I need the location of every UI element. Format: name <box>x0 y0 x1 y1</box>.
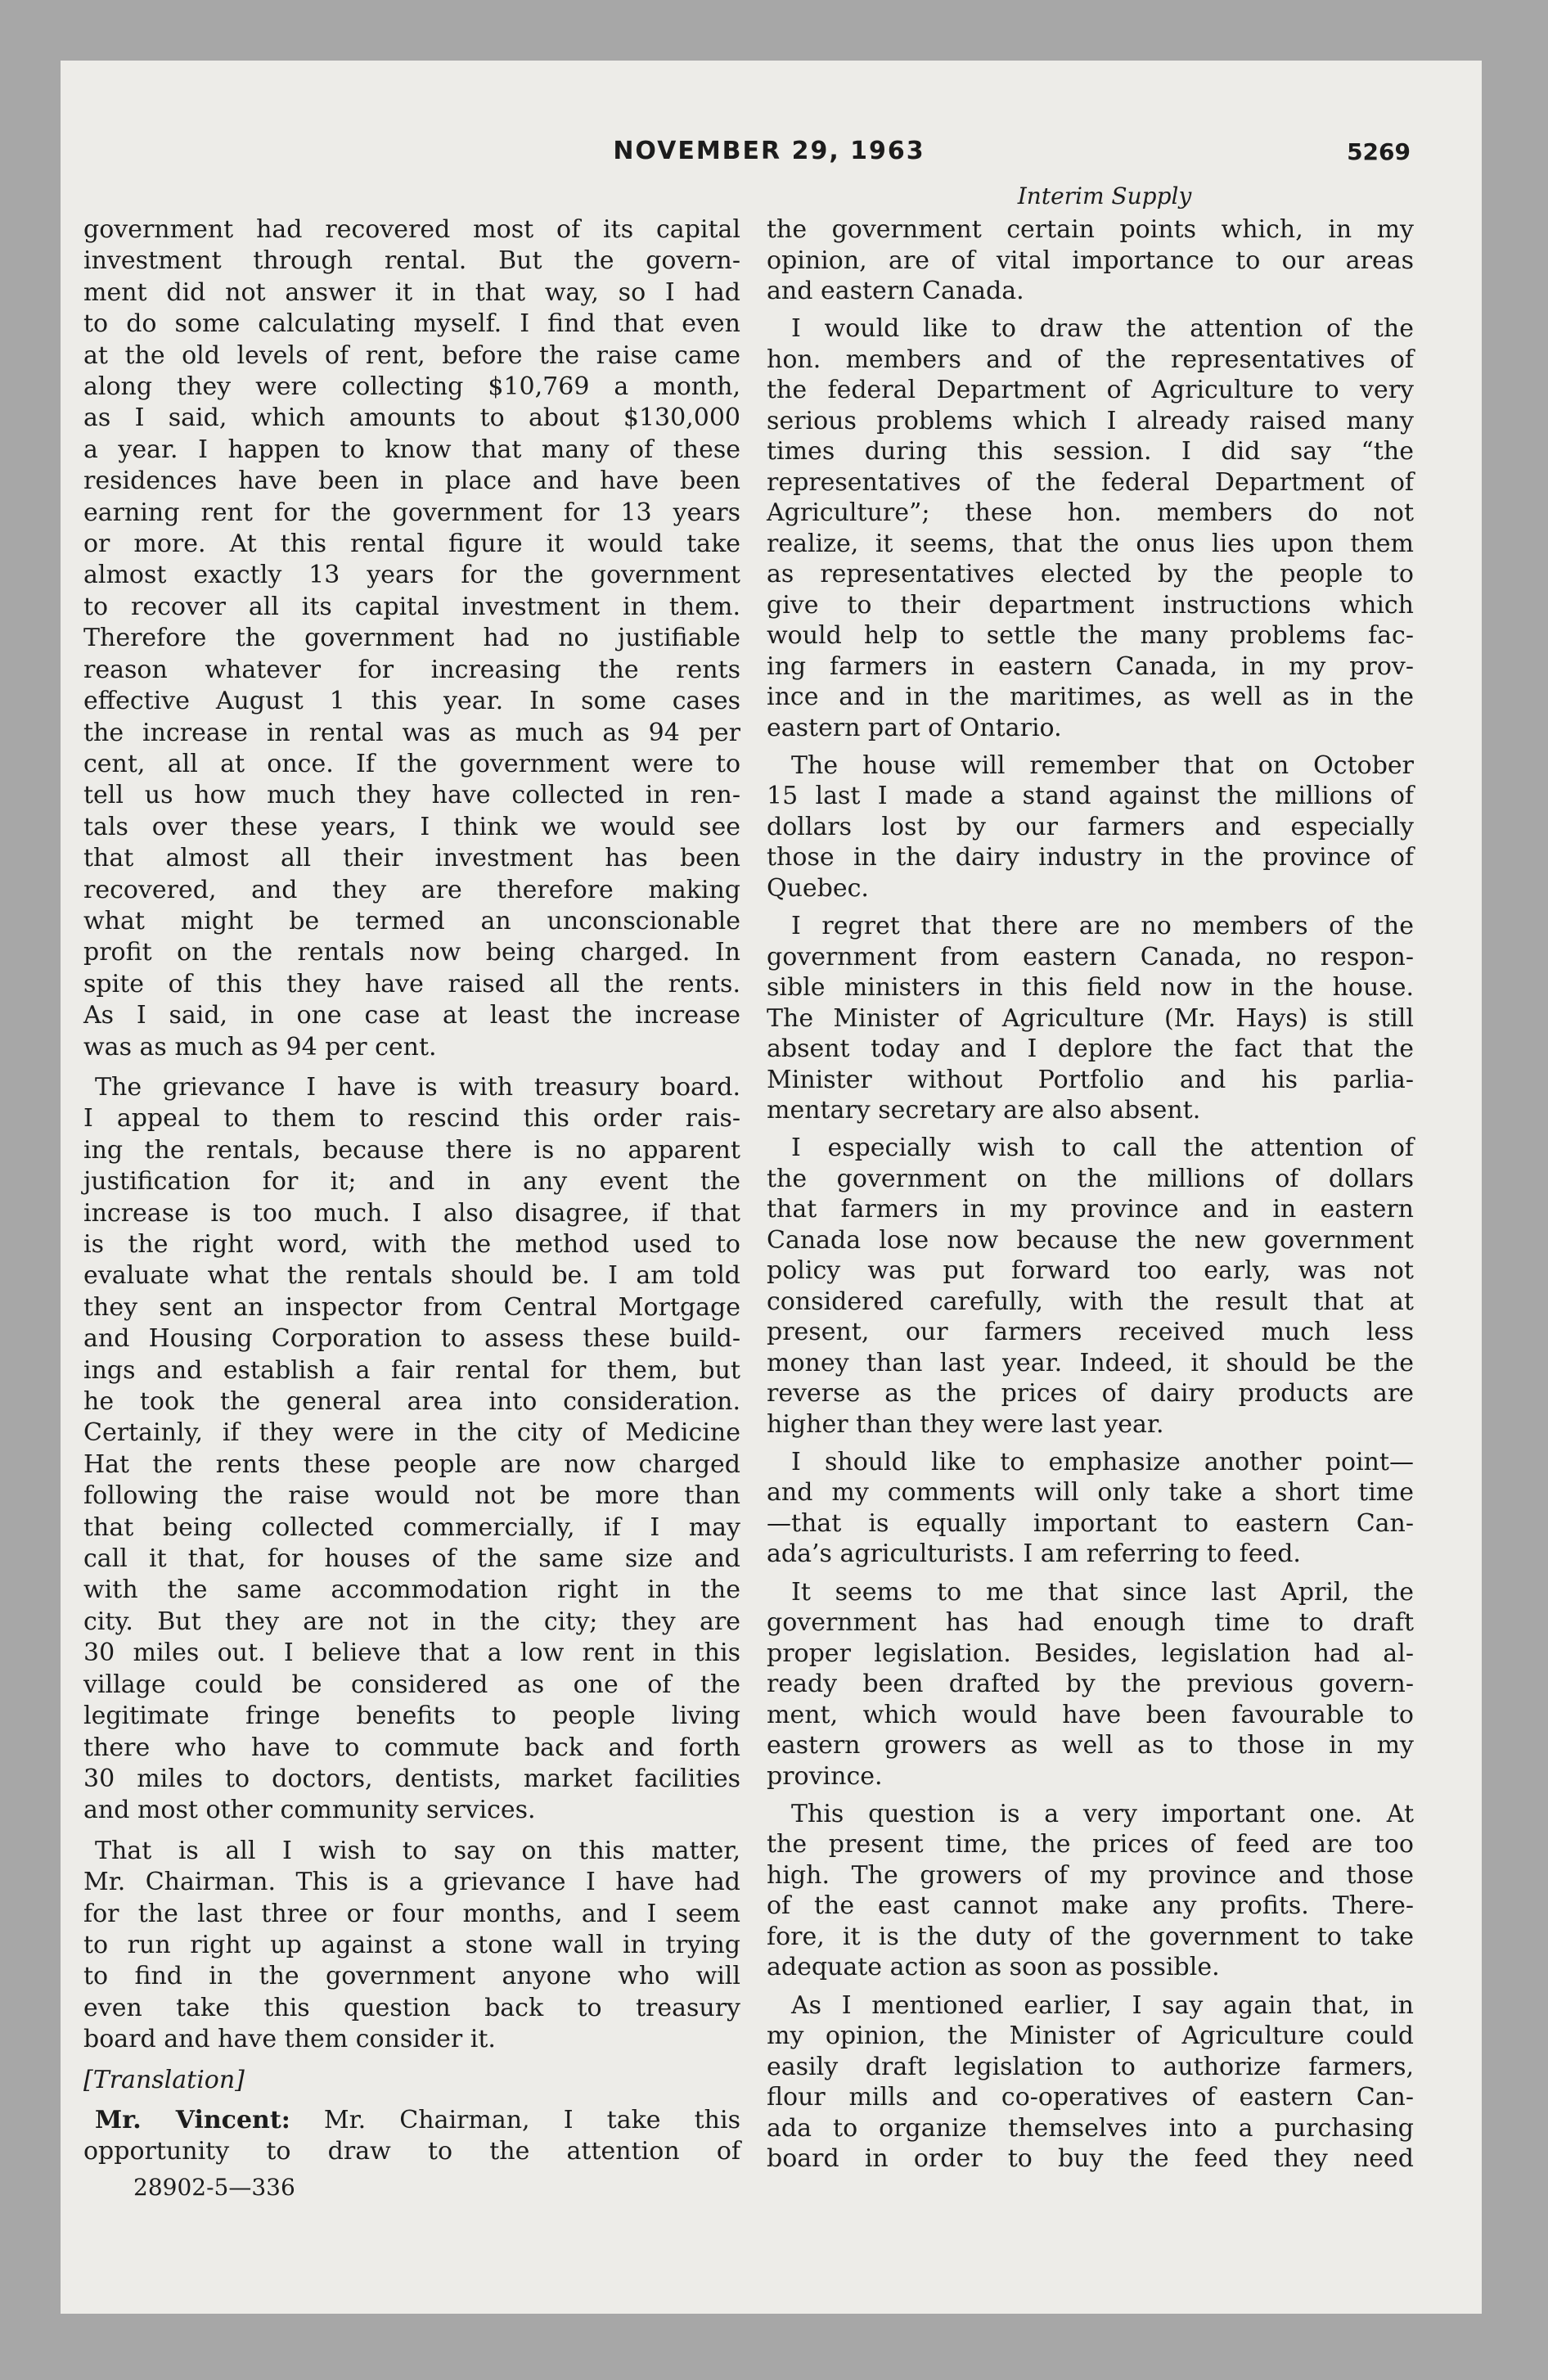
text-line: government from eastern Canada, no respon- <box>767 942 1414 971</box>
text-line: adequate action as soon as possible. <box>767 1953 1220 1982</box>
text-line: province. <box>767 1761 883 1791</box>
text-line: there who have to commute back and forth <box>83 1733 740 1762</box>
text-line: This question is a very important one. At <box>791 1799 1414 1828</box>
text-line: As I said, in one case at least the increase <box>83 1001 740 1030</box>
text-line: along they were collecting $10,769 a month, <box>83 372 740 402</box>
text-line: The house will remember that on October <box>791 751 1414 780</box>
text-line: serious problems which I already raised many <box>767 406 1414 435</box>
text-line: The Minister of Agriculture (Mr. Hays) is still <box>767 1003 1414 1033</box>
text-line: a year. I happen to know that many of these <box>83 435 740 464</box>
text-line: effective August 1 this year. In some cases <box>83 687 740 716</box>
text-line: to recover all its capital investment in them. <box>83 592 740 621</box>
paragraph <box>767 911 1414 1126</box>
text-line: city. But they are not in the city; they are <box>83 1607 740 1636</box>
right-column <box>767 214 1414 2175</box>
text-line: representatives of the federal Department of <box>767 467 1414 497</box>
text-line: board in order to buy the feed they need <box>767 2144 1414 2173</box>
paragraph <box>767 1799 1414 1983</box>
text-line: spite of this they have raised all the rents. <box>83 969 740 998</box>
text-line: give to their department instructions which <box>767 590 1414 620</box>
text-line: mentary secretary are also absent. <box>767 1096 1201 1125</box>
text-line: government has had enough time to draft <box>767 1608 1414 1638</box>
text-line: they sent an inspector from Central Mortgage <box>83 1292 740 1322</box>
paragraph <box>767 214 1414 307</box>
paragraph <box>767 751 1414 904</box>
text-line: Minister without Portfolio and his parlia- <box>767 1065 1414 1094</box>
text-line: absent today and I deplore the fact that the <box>767 1034 1414 1064</box>
text-line: flour mills and co-operatives of eastern Can- <box>767 2083 1414 2112</box>
text-line: the increase in rental was as much as 94 per <box>83 718 740 747</box>
text-line-content: Mr. Chairman, I take this <box>323 2105 740 2134</box>
printer-signature-code: 28902-5—336 <box>133 2174 295 2201</box>
speaker-paragraph <box>83 2105 740 2168</box>
text-line: with the same accommodation right in the <box>83 1575 740 1605</box>
text-line: It seems to me that since last April, the <box>791 1577 1414 1607</box>
text-line: almost exactly 13 years for the government <box>83 561 740 590</box>
text-line: those in the dairy industry in the province of <box>767 843 1414 872</box>
text-line: money than last year. Indeed, it should be the <box>767 1348 1414 1377</box>
text-line: residences have been in place and have been <box>83 467 740 496</box>
text-line: present, our farmers received much less <box>767 1318 1414 1347</box>
text-line: easily draft legislation to authorize farmers, <box>767 2052 1414 2081</box>
text-line: as I said, which amounts to about $130,000 <box>83 403 740 433</box>
text-line: Quebec. <box>767 873 869 903</box>
text-line: high. The growers of my province and those <box>767 1860 1414 1890</box>
text-line: eastern growers as well as to those in my <box>767 1731 1414 1760</box>
text-line: The grievance I have is with treasury board. <box>95 1072 740 1102</box>
text-line: sible ministers in this field now in the house. <box>767 973 1414 1003</box>
text-line: reason whatever for increasing the rents <box>83 655 740 684</box>
text-line: call it that, for houses of the same size and <box>83 1544 740 1574</box>
text-line: ings and establish a fair rental for them, but <box>83 1355 740 1385</box>
text-line: tell us how much they have collected in ren- <box>83 781 740 810</box>
text-line: was as much as 94 per cent. <box>83 1032 437 1062</box>
text-line: what might be termed an unconscionable <box>83 906 740 935</box>
paragraph <box>83 1836 740 2056</box>
text-line: —that is equally important to eastern Can- <box>767 1508 1414 1538</box>
paragraph <box>83 1072 740 1827</box>
text-line: that being collected commercially, if I may <box>83 1512 740 1542</box>
paragraph <box>767 1133 1414 1440</box>
text-line: opportunity to draw to the attention of <box>83 2137 740 2166</box>
text-line: dollars lost by our farmers and especially <box>767 812 1414 841</box>
text-line: Agriculture”; these hon. members do not <box>767 498 1414 528</box>
left-column <box>83 214 740 2168</box>
text-line: at the old levels of rent, before the raise came <box>83 340 740 370</box>
text-line: to find in the government anyone who will <box>83 1962 740 1991</box>
text-line: investment through rental. But the govern- <box>83 246 740 276</box>
text-line: reverse as the prices of dairy products are <box>767 1379 1414 1409</box>
text-line: for the last three or four months, and I seem <box>83 1899 740 1928</box>
text-line: of the east cannot make any profits. There- <box>767 1891 1414 1921</box>
text-line: and eastern Canada. <box>767 277 1024 305</box>
text-line: following the raise would not be more than <box>83 1481 740 1511</box>
text-line: and Housing Corporation to assess these build- <box>83 1324 740 1354</box>
text-line: the government certain points which, in my <box>767 215 1414 244</box>
text-line: ready been drafted by the previous govern- <box>767 1670 1414 1699</box>
text-line: or more. At this rental figure it would take <box>83 530 740 559</box>
text-line: Therefore the government had no justifiable <box>83 624 740 653</box>
text-line: and most other community services. <box>83 1796 536 1825</box>
text-line: fore, it is the duty of the government to take <box>767 1922 1414 1951</box>
paragraph <box>767 1577 1414 1792</box>
text-line <box>83 2105 740 2136</box>
text-line: I appeal to them to rescind this order rais- <box>83 1104 740 1134</box>
text-line: ing the rentals, because there is no apparent <box>83 1135 740 1165</box>
text-line: village could be considered as one of the <box>83 1670 740 1699</box>
text-line: to do some calculating myself. I find that even <box>83 309 740 339</box>
text-line: cent, all at once. If the government were to <box>83 749 740 778</box>
page-number: 5269 <box>1347 138 1411 165</box>
text-line: to run right up against a stone wall in trying <box>83 1930 740 1959</box>
text-line: I regret that there are no members of the <box>791 912 1414 941</box>
text-line: I would like to draw the attention of the <box>791 314 1414 344</box>
section-title: Interim Supply <box>1017 183 1192 210</box>
text-line: ment, which would have been favourable to <box>767 1700 1414 1729</box>
text-line: is the right word, with the method used to <box>83 1230 740 1259</box>
text-line: ada’s agriculturists. I am referring to feed. <box>767 1539 1301 1569</box>
text-line: ince and in the maritimes, as well as in the <box>767 683 1414 712</box>
text-line: as representatives elected by the people to <box>767 560 1414 589</box>
text-line: 15 last I made a stand against the millions of <box>767 782 1414 811</box>
text-line: recovered, and they are therefore making <box>83 875 740 904</box>
text-line: and my comments will only take a short time <box>767 1478 1414 1508</box>
text-line: ment did not answer it in that way, so I had <box>83 277 740 307</box>
text-line: tals over these years, I think we would see <box>83 812 740 841</box>
translation-note: [Translation] <box>83 2065 245 2094</box>
text-line: that farmers in my province and in eastern <box>767 1195 1414 1224</box>
text-line: Certainly, if they were in the city of Medicine <box>83 1418 740 1448</box>
paragraph <box>767 313 1414 743</box>
text-line: that almost all their investment has been <box>83 844 740 873</box>
text-line: legitimate fringe benefits to people living <box>83 1702 740 1731</box>
text-line: proper legislation. Besides, legislation had al- <box>767 1639 1414 1668</box>
text-line: earning rent for the government for 13 years <box>83 498 740 527</box>
translation-note-paragraph <box>83 2065 740 2096</box>
text-line: profit on the rentals now being charged. In <box>83 938 740 967</box>
text-line: ada to organize themselves into a purchasing <box>767 2113 1414 2143</box>
text-line: Hat the rents these people are now charged <box>83 1449 740 1479</box>
text-line: As I mentioned earlier, I say again that, in <box>791 1990 1414 2020</box>
text-line: I should like to emphasize another point— <box>791 1447 1414 1476</box>
text-line: my opinion, the Minister of Agriculture could <box>767 2022 1414 2050</box>
text-line: realize, it seems, that the onus lies upon them <box>767 529 1414 558</box>
speaker-name: Mr. Vincent: <box>95 2105 290 2134</box>
paragraph <box>767 1447 1414 1570</box>
text-line: increase is too much. I also disagree, if that <box>83 1198 740 1228</box>
text-line: ing farmers in eastern Canada, in my prov- <box>767 651 1414 681</box>
text-line: board and have them consider it. <box>83 2025 496 2054</box>
text-line: Canada lose now because the new government <box>767 1225 1414 1255</box>
text-line: 30 miles to doctors, dentists, market facilities <box>83 1764 740 1793</box>
text-line: he took the general area into consideration. <box>83 1387 740 1417</box>
text-line: justification for it; and in any event the <box>83 1167 740 1197</box>
text-line: government had recovered most of its capital <box>83 215 740 244</box>
text-line: even take this question back to treasury <box>83 1993 740 2022</box>
text-line: considered carefully, with the result that at <box>767 1287 1414 1316</box>
text-line: times during this session. I did say “the <box>767 437 1414 467</box>
text-line: higher than they were last year. <box>767 1409 1164 1439</box>
text-line: would help to settle the many problems fac- <box>767 621 1414 651</box>
paragraph <box>767 1990 1414 2175</box>
text-line: the federal Department of Agriculture to very <box>767 376 1414 405</box>
text-line: the government on the millions of dollars <box>767 1164 1414 1193</box>
text-line: eastern part of Ontario. <box>767 713 1062 742</box>
text-line: the present time, the prices of feed are too <box>767 1830 1414 1859</box>
text-line: hon. members and of the representatives of <box>767 345 1414 374</box>
page-header-date: NOVEMBER 29, 1963 <box>613 137 925 165</box>
text-line: evaluate what the rentals should be. I am told <box>83 1261 740 1291</box>
text-line: I especially wish to call the attention of <box>791 1134 1414 1163</box>
text-line: 30 miles out. I believe that a low rent in this <box>83 1639 740 1668</box>
text-line: That is all I wish to say on this matter, <box>95 1836 740 1865</box>
text-line: opinion, are of vital importance to our areas <box>767 246 1414 275</box>
paragraph <box>83 214 740 1063</box>
text-line: policy was put forward too early, was not <box>767 1256 1414 1286</box>
text-line: Mr. Chairman. This is a grievance I have had <box>83 1868 740 1897</box>
